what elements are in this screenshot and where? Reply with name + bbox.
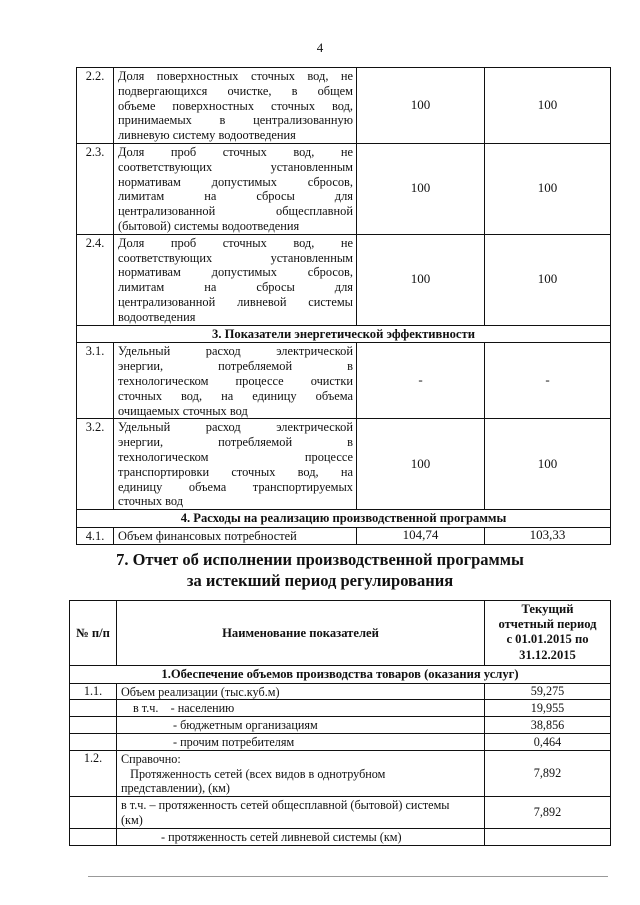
- row-number: 2.3.: [77, 143, 114, 234]
- indicator-row: [77, 234, 611, 325]
- row-number: 1.2.: [70, 750, 117, 796]
- report-row: [70, 717, 611, 734]
- indicator-name-line: лимитам на сбросы для: [118, 189, 353, 204]
- indicator-name: [114, 143, 357, 234]
- planned-value: 100: [357, 68, 485, 144]
- indicator-row: [77, 343, 611, 419]
- indicator-name-line: сточных вод, на единицу объема: [118, 388, 353, 403]
- header-num: № п/п: [70, 601, 117, 666]
- indicator-name: [114, 234, 357, 325]
- indicator-name-line: соответствующих установленным: [118, 159, 353, 174]
- actual-value: 100: [485, 234, 611, 325]
- report-row: [70, 683, 611, 700]
- report-table: [69, 600, 611, 846]
- indicator-name-line: Справочно:: [121, 751, 181, 766]
- section-heading: 4. Расходы на реализацию производственной программы: [77, 510, 611, 528]
- indicator-name-line: сточных вод: [118, 494, 184, 509]
- period-value: 59,275: [485, 683, 611, 700]
- actual-value: -: [485, 343, 611, 419]
- indicator-name-line: Удельный расход электрической: [118, 420, 353, 435]
- indicator-name-line: в т.ч. – протяженность сетей общесплавной (бытовой) системы: [121, 798, 450, 813]
- report-header-row: [70, 601, 611, 666]
- indicator-name-line: лимитам на сбросы для: [118, 280, 353, 295]
- indicator-name: Объем реализации (тыс.куб.м): [117, 683, 485, 700]
- indicator-name-line: технологическом процессе очистки: [118, 373, 353, 388]
- indicator-name-line: соответствующих установленным: [118, 250, 353, 265]
- indicators-table: [76, 67, 611, 545]
- page-number: 4: [316, 40, 324, 55]
- period-value: 0,464: [485, 734, 611, 751]
- planned-value: -: [357, 343, 485, 419]
- bottom-rule: [88, 876, 608, 877]
- indicator-name-line: очищаемых сточных вод: [118, 403, 248, 418]
- period-value: 7,892: [485, 797, 611, 829]
- period-value: 38,856: [485, 717, 611, 734]
- header-name: Наименование показателей: [117, 601, 485, 666]
- row-number: 2.2.: [77, 68, 114, 144]
- indicator-row: [77, 419, 611, 510]
- period-value: 7,892: [485, 750, 611, 796]
- indicator-name: [114, 343, 357, 419]
- indicator-name-line: Удельный расход электрической: [118, 344, 353, 359]
- report-section-row: [70, 665, 611, 683]
- section-row: [77, 510, 611, 528]
- report-row: [70, 734, 611, 751]
- indicator-name-line: ливневую систему водоотведения: [118, 128, 296, 143]
- actual-value: 100: [485, 143, 611, 234]
- indicator-name-line: транспортировки сточных вод, на: [118, 464, 353, 479]
- indicator-name: [117, 750, 485, 796]
- indicator-name-line: Доля проб сточных вод, не: [118, 235, 353, 250]
- row-number: [70, 700, 117, 717]
- section-title: [0, 549, 640, 591]
- row-number: [70, 797, 117, 829]
- planned-value: 100: [357, 143, 485, 234]
- period-value: [485, 828, 611, 845]
- indicator-name: - бюджетным организациям: [117, 717, 485, 734]
- indicator-name-line: Протяженность сетей (всех видов в однотрубном: [121, 766, 386, 781]
- indicator-name-line: нормативам допустимых сбросов,: [118, 174, 353, 189]
- indicator-name-line: принимаемых в централизованную: [118, 113, 353, 128]
- header-period-line: отчетный период: [498, 617, 597, 632]
- row-number: 4.1.: [77, 527, 114, 544]
- indicator-name: [114, 527, 357, 544]
- header-period-line: с 01.01.2015 по: [506, 632, 589, 647]
- report-row: [70, 750, 611, 796]
- row-number: 3.1.: [77, 343, 114, 419]
- indicator-name-line: централизованной ливневой системы: [118, 294, 353, 309]
- indicator-name: [114, 68, 357, 144]
- actual-value: 103,33: [485, 527, 611, 544]
- indicator-name-line: технологическом процессе: [118, 449, 353, 464]
- planned-value: 100: [357, 419, 485, 510]
- indicator-name-line: объеме поверхностных сточных вод,: [118, 98, 353, 113]
- row-number: [70, 717, 117, 734]
- indicator-name-line: энергии, потребляемой в: [118, 359, 353, 374]
- report-row: [70, 828, 611, 845]
- indicator-name-line: централизованной общесплавной: [118, 204, 353, 219]
- section-heading: 3. Показатели энергетической эффективности: [77, 325, 611, 343]
- header-period-line: 31.12.2015: [519, 647, 576, 662]
- indicator-name: - прочим потребителям: [117, 734, 485, 751]
- indicator-row: [77, 527, 611, 544]
- actual-value: 100: [485, 68, 611, 144]
- indicator-name-line: энергии, потребляемой в: [118, 435, 353, 450]
- indicator-name: [114, 419, 357, 510]
- indicator-name-line: водоотведения: [118, 309, 196, 324]
- header-period: [485, 601, 611, 666]
- row-number: 2.4.: [77, 234, 114, 325]
- indicator-name-line: единицу объема транспортируемых: [118, 479, 353, 494]
- indicator-name-line: Доля проб сточных вод, не: [118, 144, 353, 159]
- indicator-name-line: нормативам допустимых сбросов,: [118, 265, 353, 280]
- indicator-name: в т.ч. - населению: [117, 700, 485, 717]
- row-number: [70, 828, 117, 845]
- planned-value: 104,74: [357, 527, 485, 544]
- report-section-heading: 1.Обеспечение объемов производства товаров (оказания услуг): [70, 665, 611, 683]
- indicator-name: - протяженность сетей ливневой системы (км): [117, 828, 485, 845]
- row-number: 1.1.: [70, 683, 117, 700]
- indicator-name-line: представлении), (км): [121, 781, 230, 796]
- row-number: [70, 734, 117, 751]
- planned-value: 100: [357, 234, 485, 325]
- indicator-row: [77, 143, 611, 234]
- indicator-name-line: (бытовой) системы водоотведения: [118, 218, 300, 233]
- report-row: [70, 797, 611, 829]
- section-row: [77, 325, 611, 343]
- section-title-line2: за истекший период регулирования: [186, 571, 454, 590]
- indicator-name: [117, 797, 485, 829]
- indicator-name-line: подвергающихся очистке, в общем: [118, 83, 353, 98]
- indicator-name-line: Объем финансовых потребностей: [118, 528, 297, 543]
- row-number: 3.2.: [77, 419, 114, 510]
- indicator-name-line: Доля поверхностных сточных вод, не: [118, 69, 353, 83]
- indicator-name-line: (км): [121, 812, 143, 827]
- period-value: 19,955: [485, 700, 611, 717]
- header-period-line: Текущий: [521, 602, 574, 616]
- actual-value: 100: [485, 419, 611, 510]
- report-row: [70, 700, 611, 717]
- indicator-row: [77, 68, 611, 144]
- section-title-line1: 7. Отчет об исполнении производственной программы: [116, 550, 524, 569]
